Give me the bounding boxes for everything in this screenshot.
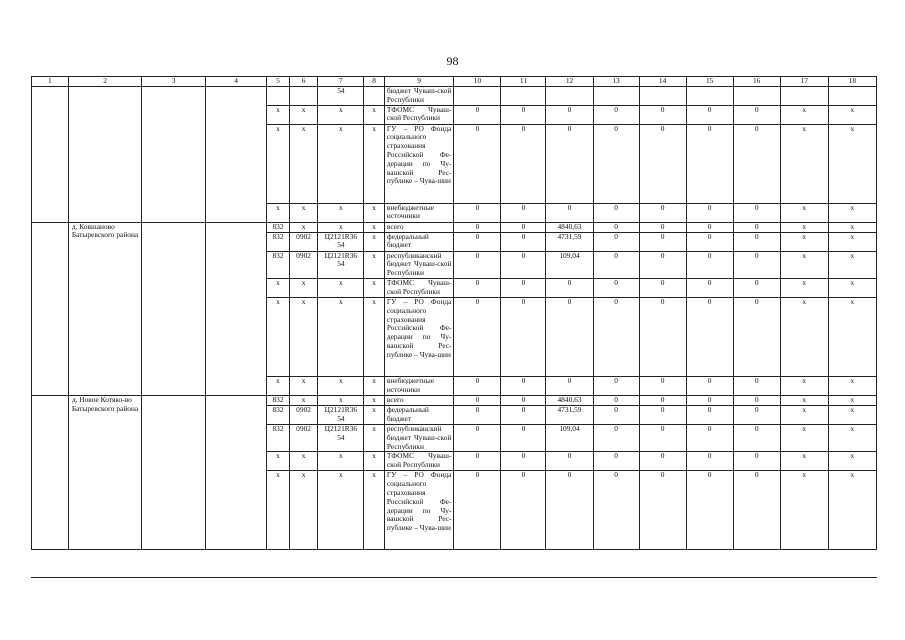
funding-source-cell: ГУ – РО Фонда социального страхования Российской Фе-дерации по Чу-вашской Рес-публике – Чува-шии [384, 297, 454, 376]
year-value-cell: x [780, 278, 828, 297]
year-value-cell: 0 [501, 471, 546, 550]
year-value-cell: 0 [546, 203, 593, 222]
column-number-cell: 18 [828, 77, 876, 87]
grbs-code-cell: x [267, 297, 290, 376]
year-value-cell: 0 [454, 297, 501, 376]
section-code-cell: 0902 [289, 424, 318, 451]
funding-source-cell: ГУ – РО Фонда социального страхования Российской Фе-дерации по Чу-вашской Рес-публике – Чува-шии [384, 471, 454, 550]
year-value-cell [639, 87, 686, 106]
column-number-cell: 13 [593, 77, 639, 87]
grbs-code-cell: 832 [267, 222, 290, 232]
section-code-cell: 0902 [289, 251, 318, 278]
funding-source-cell: ТФОМС Чуваш-ской Республики [384, 278, 454, 297]
table-row [32, 222, 877, 232]
target-article-cell: x [318, 222, 364, 232]
target-article-cell: x [318, 105, 364, 124]
section-code-cell: 0902 [289, 232, 318, 251]
year-value-cell: 0 [501, 405, 546, 424]
funding-source-cell: ТФОМС Чуваш-ской Республики [384, 452, 454, 471]
participant-cell [205, 395, 266, 549]
year-value-cell: 109,04 [546, 251, 593, 278]
year-value-cell: 0 [593, 124, 639, 203]
grbs-code-cell: x [267, 452, 290, 471]
year-value-cell: 0 [639, 395, 686, 405]
funding-source-cell: всего [384, 222, 454, 232]
grbs-code-cell: 832 [267, 232, 290, 251]
year-value-cell: 0 [454, 395, 501, 405]
year-value-cell: 0 [454, 124, 501, 203]
responsible-cell [142, 395, 205, 549]
year-value-cell: 0 [686, 251, 733, 278]
participant-cell [205, 87, 266, 223]
year-value-cell: 0 [593, 203, 639, 222]
year-value-cell: 0 [546, 297, 593, 376]
column-number-cell: 11 [501, 77, 546, 87]
year-value-cell: 0 [501, 124, 546, 203]
target-article-cell: Ц2121R36 54 [318, 251, 364, 278]
year-value-cell: 0 [501, 297, 546, 376]
column-number-cell: 14 [639, 77, 686, 87]
object-name-cell [68, 87, 142, 223]
target-article-cell: x [318, 124, 364, 203]
year-value-cell: 0 [454, 232, 501, 251]
target-article-cell: Ц2121R36 54 [318, 424, 364, 451]
expense-group-cell: x [364, 278, 384, 297]
grbs-code-cell: 832 [267, 251, 290, 278]
column-number-cell: 10 [454, 77, 501, 87]
column-number-cell: 12 [546, 77, 593, 87]
target-article-cell: x [318, 278, 364, 297]
target-article-cell: x [318, 471, 364, 550]
budget-table [31, 76, 877, 550]
year-value-cell: 0 [733, 124, 780, 203]
column-number-cell: 8 [364, 77, 384, 87]
object-name-cell: д. Новое Котяко-во Батыревского района [68, 395, 142, 549]
year-value-cell: 0 [733, 297, 780, 376]
responsible-cell [142, 87, 205, 223]
year-value-cell: x [780, 251, 828, 278]
year-value-cell: 0 [546, 278, 593, 297]
expense-group-cell: x [364, 222, 384, 232]
grbs-code-cell: x [267, 203, 290, 222]
year-value-cell: 4731,59 [546, 405, 593, 424]
grbs-code-cell: 832 [267, 405, 290, 424]
year-value-cell: 0 [639, 376, 686, 395]
year-value-cell: 0 [733, 232, 780, 251]
year-value-cell: 0 [454, 405, 501, 424]
funding-source-cell: внебюджетные источники [384, 376, 454, 395]
year-value-cell [828, 87, 876, 106]
year-value-cell: 0 [639, 203, 686, 222]
year-value-cell: 0 [686, 452, 733, 471]
section-code-cell: 0902 [289, 405, 318, 424]
expense-group-cell: x [364, 424, 384, 451]
year-value-cell: 0 [733, 395, 780, 405]
year-value-cell: 0 [546, 452, 593, 471]
section-code-cell: x [289, 278, 318, 297]
year-value-cell: 109,04 [546, 424, 593, 451]
table-row [32, 395, 877, 405]
year-value-cell [593, 87, 639, 106]
year-value-cell: x [780, 222, 828, 232]
expense-group-cell: x [364, 105, 384, 124]
year-value-cell: 0 [501, 232, 546, 251]
year-value-cell: 0 [639, 424, 686, 451]
funding-source-cell: федеральный бюджет [384, 405, 454, 424]
grbs-code-cell: 832 [267, 395, 290, 405]
year-value-cell: 0 [546, 376, 593, 395]
section-code-cell: x [289, 124, 318, 203]
year-value-cell: 0 [546, 471, 593, 550]
table-bottom-border [31, 577, 877, 578]
year-value-cell: 0 [454, 251, 501, 278]
column-number-cell: 5 [267, 77, 290, 87]
year-value-cell: x [828, 395, 876, 405]
year-value-cell: 0 [639, 222, 686, 232]
year-value-cell: x [780, 471, 828, 550]
responsible-cell [142, 222, 205, 395]
year-value-cell: 0 [686, 405, 733, 424]
year-value-cell: 0 [593, 424, 639, 451]
year-value-cell [686, 87, 733, 106]
year-value-cell: 0 [686, 105, 733, 124]
year-value-cell: 0 [501, 452, 546, 471]
funding-source-cell: ТФОМС Чуваш-ской Республики [384, 105, 454, 124]
year-value-cell: x [780, 297, 828, 376]
year-value-cell: 0 [686, 297, 733, 376]
year-value-cell: 0 [501, 424, 546, 451]
year-value-cell: 0 [501, 395, 546, 405]
year-value-cell: 0 [639, 278, 686, 297]
year-value-cell: 0 [733, 452, 780, 471]
year-value-cell: 0 [733, 376, 780, 395]
year-value-cell: 0 [686, 278, 733, 297]
year-value-cell: x [828, 471, 876, 550]
year-value-cell: x [828, 452, 876, 471]
year-value-cell: 0 [733, 471, 780, 550]
year-value-cell: 0 [454, 222, 501, 232]
year-value-cell: 0 [733, 222, 780, 232]
year-value-cell: 0 [593, 251, 639, 278]
year-value-cell: x [780, 452, 828, 471]
funding-source-cell: республиканский бюджет Чуваш-ской Республики [384, 424, 454, 451]
row-number-cell [32, 222, 69, 395]
year-value-cell: 0 [501, 203, 546, 222]
year-value-cell: x [780, 124, 828, 203]
year-value-cell: 0 [593, 376, 639, 395]
row-number-cell [32, 395, 69, 549]
year-value-cell: 0 [593, 278, 639, 297]
year-value-cell: x [828, 405, 876, 424]
column-number-cell: 17 [780, 77, 828, 87]
expense-group-cell: x [364, 471, 384, 550]
year-value-cell: 0 [686, 395, 733, 405]
year-value-cell: 0 [686, 232, 733, 251]
column-number-cell: 7 [318, 77, 364, 87]
year-value-cell: x [780, 395, 828, 405]
year-value-cell: x [828, 222, 876, 232]
year-value-cell: 0 [454, 376, 501, 395]
year-value-cell: 0 [454, 278, 501, 297]
year-value-cell: 0 [454, 105, 501, 124]
year-value-cell: 0 [639, 232, 686, 251]
column-number-cell: 1 [32, 77, 69, 87]
year-value-cell: x [828, 203, 876, 222]
year-value-cell: 0 [546, 124, 593, 203]
grbs-code-cell: x [267, 105, 290, 124]
year-value-cell: 0 [454, 471, 501, 550]
section-code-cell: x [289, 471, 318, 550]
participant-cell [205, 222, 266, 395]
year-value-cell: 0 [639, 452, 686, 471]
year-value-cell [454, 87, 501, 106]
year-value-cell [733, 87, 780, 106]
funding-source-cell: ГУ – РО Фонда социального страхования Российской Фе-дерации по Чу-вашской Рес-публике – Чува-шии [384, 124, 454, 203]
year-value-cell: 0 [593, 405, 639, 424]
grbs-code-cell [267, 87, 290, 106]
section-code-cell: x [289, 395, 318, 405]
expense-group-cell: x [364, 251, 384, 278]
column-number-cell: 9 [384, 77, 454, 87]
funding-source-cell: республиканский бюджет Чуваш-ской Республики [384, 251, 454, 278]
year-value-cell: 0 [593, 471, 639, 550]
expense-group-cell: x [364, 124, 384, 203]
section-code-cell: x [289, 203, 318, 222]
target-article-cell: x [318, 297, 364, 376]
expense-group-cell: x [364, 376, 384, 395]
year-value-cell [546, 87, 593, 106]
year-value-cell: x [780, 376, 828, 395]
section-code-cell: x [289, 452, 318, 471]
year-value-cell: 0 [454, 452, 501, 471]
year-value-cell: 0 [593, 105, 639, 124]
year-value-cell: 0 [501, 222, 546, 232]
year-value-cell: 4840,63 [546, 222, 593, 232]
year-value-cell: 4731,59 [546, 232, 593, 251]
year-value-cell: 0 [639, 405, 686, 424]
column-number-cell: 15 [686, 77, 733, 87]
year-value-cell: 0 [454, 203, 501, 222]
year-value-cell: x [828, 251, 876, 278]
year-value-cell: x [828, 297, 876, 376]
year-value-cell: 0 [501, 278, 546, 297]
year-value-cell: 0 [593, 232, 639, 251]
object-name-cell: д. Ковшаново Батыревского района [68, 222, 142, 395]
page-number: 98 [446, 54, 459, 68]
year-value-cell [780, 87, 828, 106]
year-value-cell: x [780, 405, 828, 424]
column-number-cell: 4 [205, 77, 266, 87]
year-value-cell: x [828, 105, 876, 124]
year-value-cell: 0 [686, 471, 733, 550]
year-value-cell: 0 [639, 471, 686, 550]
year-value-cell: 0 [733, 405, 780, 424]
funding-source-cell: федеральный бюджет [384, 232, 454, 251]
year-value-cell: 0 [733, 105, 780, 124]
year-value-cell: x [828, 124, 876, 203]
expense-group-cell: x [364, 405, 384, 424]
year-value-cell: 0 [733, 251, 780, 278]
year-value-cell: 0 [501, 251, 546, 278]
target-article-cell: 54 [318, 87, 364, 106]
year-value-cell: x [780, 232, 828, 251]
year-value-cell: 0 [686, 203, 733, 222]
year-value-cell: 0 [733, 424, 780, 451]
expense-group-cell: x [364, 395, 384, 405]
year-value-cell: 0 [686, 124, 733, 203]
grbs-code-cell: x [267, 124, 290, 203]
year-value-cell: 0 [639, 124, 686, 203]
year-value-cell: 0 [686, 424, 733, 451]
funding-source-cell: внебюджетные источники [384, 203, 454, 222]
target-article-cell: Ц2121R36 54 [318, 405, 364, 424]
year-value-cell: x [780, 203, 828, 222]
column-number-cell: 2 [68, 77, 142, 87]
section-code-cell: x [289, 222, 318, 232]
year-value-cell: 0 [639, 297, 686, 376]
year-value-cell: x [828, 278, 876, 297]
year-value-cell: 0 [546, 105, 593, 124]
row-number-cell [32, 87, 69, 223]
year-value-cell: 0 [593, 452, 639, 471]
year-value-cell: 0 [593, 297, 639, 376]
funding-source-cell: всего [384, 395, 454, 405]
table-row [32, 87, 877, 106]
column-number-cell: 6 [289, 77, 318, 87]
section-code-cell: x [289, 376, 318, 395]
target-article-cell: Ц2121R36 54 [318, 232, 364, 251]
target-article-cell: x [318, 452, 364, 471]
expense-group-cell [364, 87, 384, 106]
year-value-cell: 0 [593, 395, 639, 405]
target-article-cell: x [318, 203, 364, 222]
year-value-cell: 4840,63 [546, 395, 593, 405]
expense-group-cell: x [364, 232, 384, 251]
year-value-cell: 0 [733, 278, 780, 297]
year-value-cell [501, 87, 546, 106]
expense-group-cell: x [364, 452, 384, 471]
header-row [32, 77, 877, 87]
section-code-cell: x [289, 297, 318, 376]
grbs-code-cell: x [267, 278, 290, 297]
year-value-cell: 0 [686, 376, 733, 395]
year-value-cell: x [780, 424, 828, 451]
column-number-cell: 16 [733, 77, 780, 87]
year-value-cell: 0 [686, 222, 733, 232]
year-value-cell: x [780, 105, 828, 124]
year-value-cell: 0 [501, 376, 546, 395]
year-value-cell: 0 [733, 203, 780, 222]
grbs-code-cell: x [267, 376, 290, 395]
year-value-cell: 0 [639, 251, 686, 278]
year-value-cell: 0 [639, 105, 686, 124]
year-value-cell: x [828, 424, 876, 451]
section-code-cell: x [289, 105, 318, 124]
year-value-cell: x [828, 376, 876, 395]
column-number-cell: 3 [142, 77, 205, 87]
grbs-code-cell: 832 [267, 424, 290, 451]
year-value-cell: 0 [454, 424, 501, 451]
target-article-cell: x [318, 376, 364, 395]
target-article-cell: x [318, 395, 364, 405]
year-value-cell: 0 [501, 105, 546, 124]
grbs-code-cell: x [267, 471, 290, 550]
expense-group-cell: x [364, 203, 384, 222]
expense-group-cell: x [364, 297, 384, 376]
section-code-cell [289, 87, 318, 106]
year-value-cell: x [828, 232, 876, 251]
funding-source-cell: бюджет Чуваш-ской Республики [384, 87, 454, 106]
year-value-cell: 0 [593, 222, 639, 232]
